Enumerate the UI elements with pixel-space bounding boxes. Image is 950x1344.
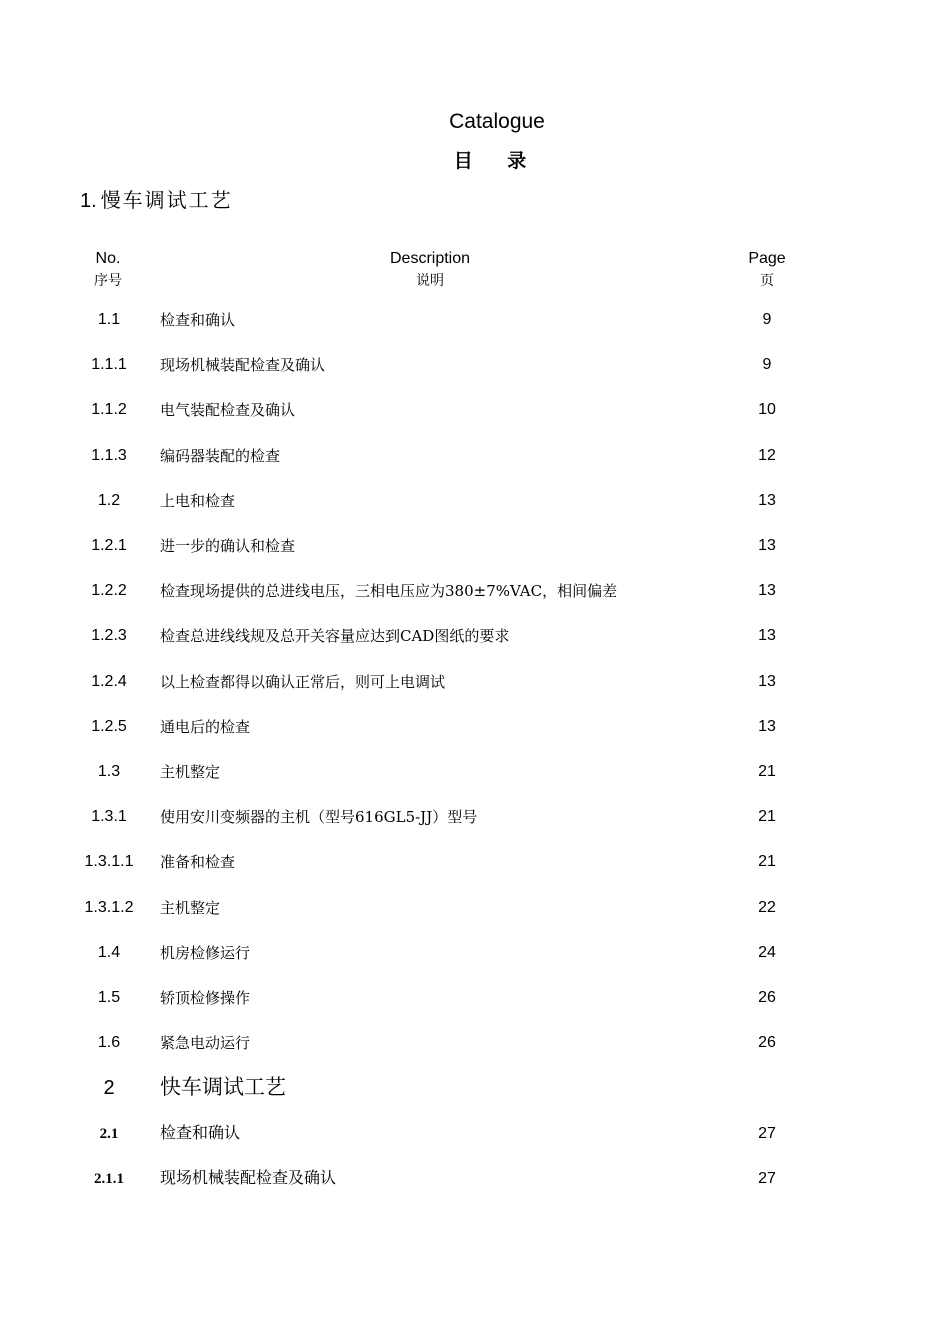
toc-row[interactable]	[0, 940, 950, 966]
toc-page: 13	[758, 582, 776, 599]
toc-number: 1.1.3	[91, 447, 127, 464]
toc-row[interactable]	[0, 669, 950, 695]
toc-number: 1.3.1.2	[84, 899, 134, 916]
toc-row[interactable]	[0, 397, 950, 423]
column-header-page-cn: 页	[760, 273, 774, 289]
toc-description: 进一步的确认和检查	[160, 537, 296, 555]
toc-number: 1.4	[97, 944, 121, 961]
toc-row[interactable]	[0, 488, 950, 514]
section-1-title: 慢车调试工艺	[100, 188, 233, 212]
toc-description: 轿顶检修操作	[160, 989, 251, 1007]
toc-number: 1.3	[97, 763, 121, 780]
toc-page: 13	[758, 673, 776, 690]
toc-number: 1.2.3	[91, 627, 127, 644]
toc-description: 检查和确认	[160, 311, 236, 329]
toc-number: 1.2.1	[91, 537, 127, 554]
toc-description: 上电和检查	[160, 492, 236, 510]
toc-page: 24	[758, 944, 776, 961]
toc-description: 以上检查都得以确认正常后，则可上电调试	[160, 673, 446, 691]
column-header-description-en: Description	[389, 250, 471, 267]
toc-row[interactable]	[0, 307, 950, 333]
toc-page: 26	[758, 989, 776, 1006]
toc-description: 现场机械装配检查及确认	[160, 356, 326, 374]
toc-page: 13	[758, 492, 776, 509]
toc-number: 2	[103, 1077, 115, 1099]
toc-row[interactable]	[0, 533, 950, 559]
toc-description: 通电后的检查	[160, 718, 251, 736]
section-1-heading	[80, 184, 233, 213]
toc-row[interactable]	[0, 804, 950, 830]
toc-description: 机房检修运行	[160, 944, 251, 962]
toc-number: 2.1.1	[94, 1171, 124, 1187]
toc-row[interactable]	[0, 985, 950, 1011]
toc-description: 准备和检查	[160, 853, 236, 871]
column-header-no-en: No.	[95, 250, 121, 267]
toc-row[interactable]	[0, 1030, 950, 1056]
toc-row[interactable]	[0, 1121, 950, 1147]
section-1-number: 1.	[80, 190, 97, 212]
toc-row[interactable]	[0, 895, 950, 921]
toc-page: 21	[758, 763, 776, 780]
toc-description: 检查现场提供的总进线电压，三相电压应为380±7%VAC，相间偏差	[160, 582, 618, 600]
toc-description: 主机整定	[160, 899, 221, 917]
toc-page: 26	[758, 1034, 776, 1051]
catalogue-title-cn: 目 录	[453, 150, 541, 172]
toc-number: 1.2.2	[91, 582, 127, 599]
toc-number: 2.1	[99, 1126, 119, 1142]
toc-description: 现场机械装配检查及确认	[160, 1170, 337, 1187]
toc-description: 主机整定	[160, 763, 221, 781]
toc-number: 1.3.1	[91, 808, 127, 825]
toc-number: 1.1.1	[91, 356, 127, 373]
toc-row[interactable]	[0, 443, 950, 469]
toc-page: 27	[758, 1170, 776, 1187]
toc-number: 1.1.2	[91, 401, 127, 418]
toc-page: 13	[758, 537, 776, 554]
toc-number: 1.3.1.1	[84, 853, 134, 870]
column-header-page-en: Page	[748, 250, 786, 267]
column-header-no	[78, 249, 138, 293]
toc-description: 编码器装配的检查	[160, 447, 281, 465]
toc-row[interactable]	[0, 1166, 950, 1192]
toc-row[interactable]	[0, 352, 950, 378]
toc-page: 9	[762, 311, 772, 328]
toc-number: 1.5	[97, 989, 121, 1006]
toc-description: 紧急电动运行	[160, 1034, 251, 1052]
toc-number: 1.1	[97, 311, 121, 328]
catalogue-title-en: Catalogue	[449, 110, 545, 133]
toc-page: 12	[758, 447, 776, 464]
column-header-no-cn: 序号	[94, 273, 122, 289]
toc-row[interactable]	[0, 714, 950, 740]
toc-description: 快车调试工艺	[160, 1076, 286, 1099]
toc-page: 21	[758, 853, 776, 870]
column-header-page	[737, 249, 797, 293]
toc-number: 1.6	[97, 1034, 121, 1051]
toc-description: 使用安川变频器的主机（型号616GL5-JJ）型号	[160, 808, 478, 826]
toc-page: 22	[758, 899, 776, 916]
column-header-description-cn: 说明	[416, 273, 444, 289]
toc-description: 检查总进线线规及总开关容量应达到CAD图纸的要求	[160, 627, 510, 645]
toc-page: 27	[758, 1125, 776, 1142]
toc-page: 9	[762, 356, 772, 373]
toc-number: 1.2.5	[91, 718, 127, 735]
toc-row[interactable]	[0, 849, 950, 875]
toc-row[interactable]	[0, 578, 950, 604]
toc-number: 1.2	[97, 492, 121, 509]
toc-section-row[interactable]	[0, 1075, 950, 1103]
toc-page: 13	[758, 718, 776, 735]
toc-page: 13	[758, 627, 776, 644]
toc-page: 21	[758, 808, 776, 825]
toc-row[interactable]	[0, 623, 950, 649]
toc-number: 1.2.4	[91, 673, 127, 690]
toc-description: 电气装配检查及确认	[160, 401, 296, 419]
toc-description: 检查和确认	[160, 1125, 241, 1142]
toc-row[interactable]	[0, 759, 950, 785]
toc-page: 10	[758, 401, 776, 418]
column-header-description	[330, 249, 530, 293]
